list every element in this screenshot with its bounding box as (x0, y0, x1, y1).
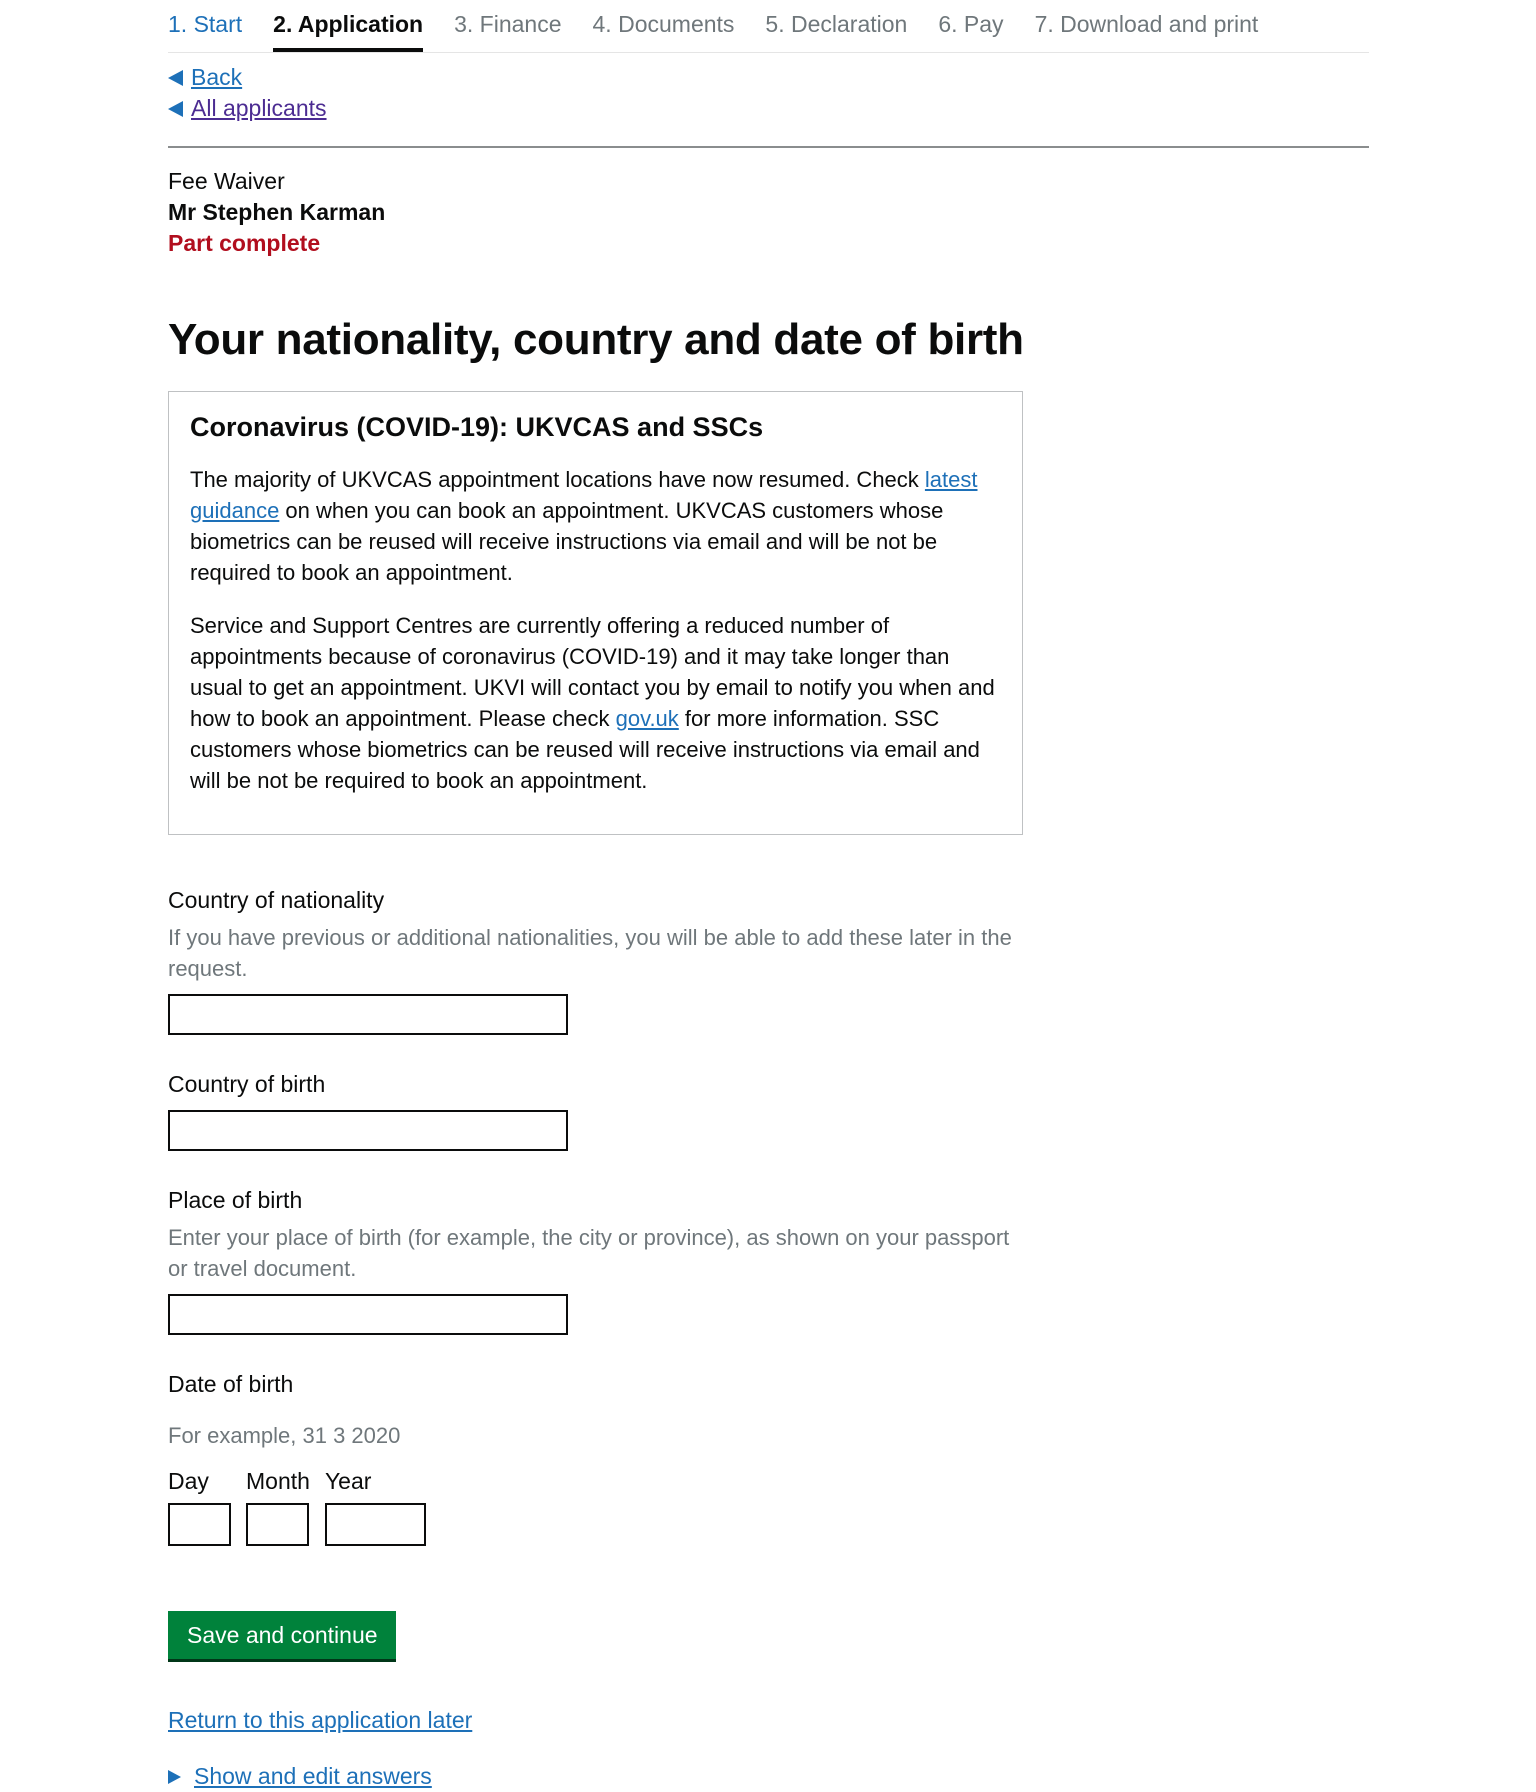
month-label: Month (246, 1468, 310, 1494)
nationality-group (168, 885, 1369, 1035)
step-pay: 6. Pay (938, 11, 1004, 37)
applicant-summary (168, 166, 1369, 259)
notice-paragraph-1 (190, 464, 1002, 588)
date-inputs (168, 1466, 1369, 1546)
day-label: Day (168, 1468, 209, 1494)
nationality-form (168, 885, 1369, 1792)
application-type: Fee Waiver (168, 168, 285, 194)
step-application[interactable]: 2. Application (273, 9, 423, 52)
place-of-birth-hint: Enter your place of birth (for example, the city or province), as shown on your passport or travel document. (168, 1225, 1010, 1281)
step-download-and-print: 7. Download and print (1034, 11, 1259, 37)
gov-uk-link[interactable]: gov.uk (615, 706, 679, 731)
country-of-birth-group (168, 1069, 1369, 1151)
notice-text: for more information. SSC customers whose biometrics can be reused will receive instructions via email and will be not be required to book an appointment. (190, 706, 980, 793)
nationality-hint: If you have previous or additional nationalities, you will be able to add these later in the request. (168, 925, 1012, 981)
back-link[interactable] (168, 62, 1369, 93)
country-of-birth-label: Country of birth (168, 1071, 326, 1097)
year-label: Year (324, 1468, 372, 1494)
section-divider (168, 146, 1369, 148)
month-input[interactable] (246, 1503, 309, 1546)
nationality-label: Country of nationality (168, 887, 385, 913)
notice-paragraph-2 (190, 610, 1002, 796)
page-container (168, 0, 1369, 1792)
year-field (325, 1466, 426, 1546)
covid-notice (168, 391, 1023, 835)
date-of-birth-label: Date of birth (168, 1371, 294, 1397)
step-start[interactable]: 1. Start (168, 11, 243, 37)
step-documents: 4. Documents (592, 11, 735, 37)
show-answers-toggle[interactable] (168, 1761, 1369, 1792)
month-field (246, 1466, 310, 1546)
place-of-birth-label: Place of birth (168, 1187, 303, 1213)
nationality-input[interactable] (168, 994, 568, 1035)
notice-text: Service and Support Centres are currently offering a reduced number of appointments because of coronavirus (COVID-19) and it may take longer than usual to get an appointment. UKVI will contact you by email to notify you when and how to book an appointment. Please check (190, 613, 995, 731)
step-declaration: 5. Declaration (765, 11, 908, 37)
place-of-birth-group (168, 1185, 1369, 1335)
step-finance: 3. Finance (454, 11, 562, 37)
place-of-birth-input[interactable] (168, 1294, 568, 1335)
back-links (168, 62, 1369, 124)
country-of-birth-input[interactable] (168, 1110, 568, 1151)
date-of-birth-group (168, 1369, 1369, 1546)
day-field (168, 1466, 231, 1546)
all-applicants-link-label[interactable]: All applicants (191, 95, 327, 121)
return-later-link[interactable] (168, 1705, 1369, 1736)
day-input[interactable] (168, 1503, 231, 1546)
status-badge: Part complete (168, 230, 321, 256)
notice-text: on when you can book an appointment. UKVCAS customers whose biometrics can be reused will receive instructions via email and will be not be required to book an appointment. (190, 498, 944, 585)
return-later-link-label[interactable]: Return to this application later (168, 1707, 473, 1733)
expand-triangle-icon (168, 1770, 181, 1784)
date-of-birth-hint: For example, 31 3 2020 (168, 1423, 401, 1448)
notice-heading: Coronavirus (COVID-19): UKVCAS and SSCs (190, 412, 764, 442)
latest-guidance-link[interactable]: latest guidance (190, 467, 978, 523)
back-link-label[interactable]: Back (191, 64, 243, 90)
all-applicants-link[interactable] (168, 93, 1369, 124)
back-arrow-icon (168, 101, 183, 117)
back-arrow-icon (168, 70, 183, 86)
save-and-continue-button[interactable]: Save and continue (168, 1611, 396, 1659)
show-answers-label[interactable]: Show and edit answers (194, 1763, 432, 1789)
notice-text: The majority of UKVCAS appointment locations have now resumed. Check (190, 467, 925, 492)
progress-steps (168, 0, 1369, 53)
year-input[interactable] (325, 1503, 426, 1546)
applicant-name: Mr Stephen Karman (168, 199, 386, 225)
page-title: Your nationality, country and date of birth (168, 315, 1024, 364)
